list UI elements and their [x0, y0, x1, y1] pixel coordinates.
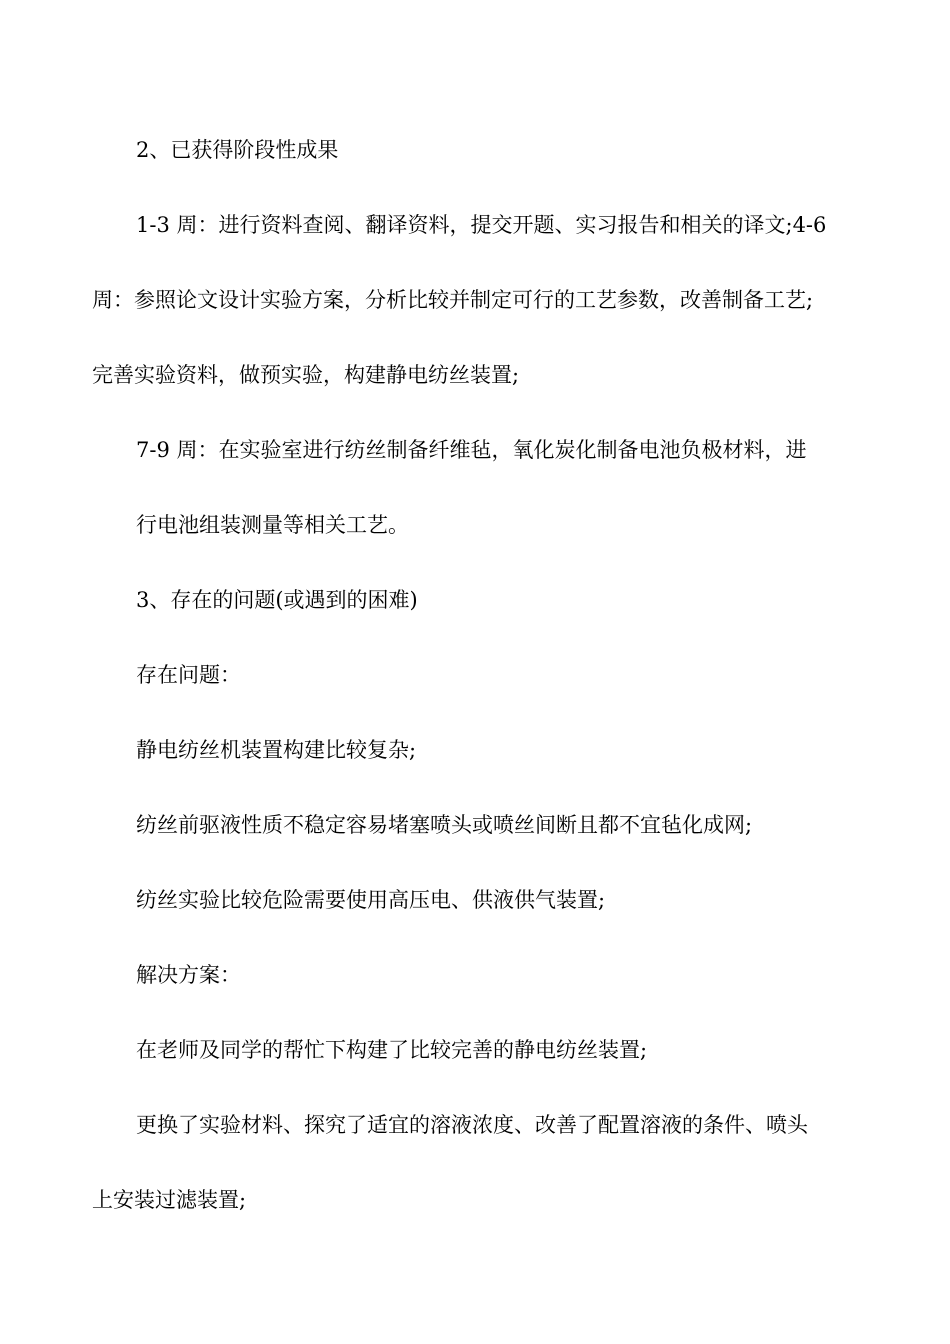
paragraph-line: 1-3 周：进行资料查阅、翻译资料，提交开题、实习报告和相关的译文;4-6: [136, 213, 827, 237]
subheading-solutions: 解决方案：: [136, 963, 241, 987]
list-item: 更换了实验材料、探究了适宜的溶液浓度、改善了配置溶液的条件、喷头: [136, 1113, 808, 1137]
section-heading-problems: 3、存在的问题(或遇到的困难): [136, 588, 418, 612]
paragraph-line: 周：参照论文设计实验方案，分析比较并制定可行的工艺参数，改善制备工艺;: [92, 288, 814, 312]
list-item: 静电纺丝机装置构建比较复杂;: [136, 738, 417, 762]
paragraph-line: 7-9 周：在实验室进行纺丝制备纤维毡，氧化炭化制备电池负极材料，进: [136, 438, 807, 462]
list-item: 纺丝前驱液性质不稳定容易堵塞喷头或喷丝间断且都不宜毡化成网;: [136, 813, 753, 837]
subheading-problems: 存在问题：: [136, 663, 241, 687]
list-item: 上安装过滤装置;: [92, 1188, 247, 1212]
list-item: 在老师及同学的帮忙下构建了比较完善的静电纺丝装置;: [136, 1038, 648, 1062]
section-heading-achievements: 2、已获得阶段性成果: [136, 138, 339, 162]
list-item: 纺丝实验比较危险需要使用高压电、供液供气装置;: [136, 888, 606, 912]
paragraph-line: 完善实验资料，做预实验，构建静电纺丝装置;: [92, 363, 520, 387]
paragraph-line: 行电池组装测量等相关工艺。: [136, 513, 409, 537]
